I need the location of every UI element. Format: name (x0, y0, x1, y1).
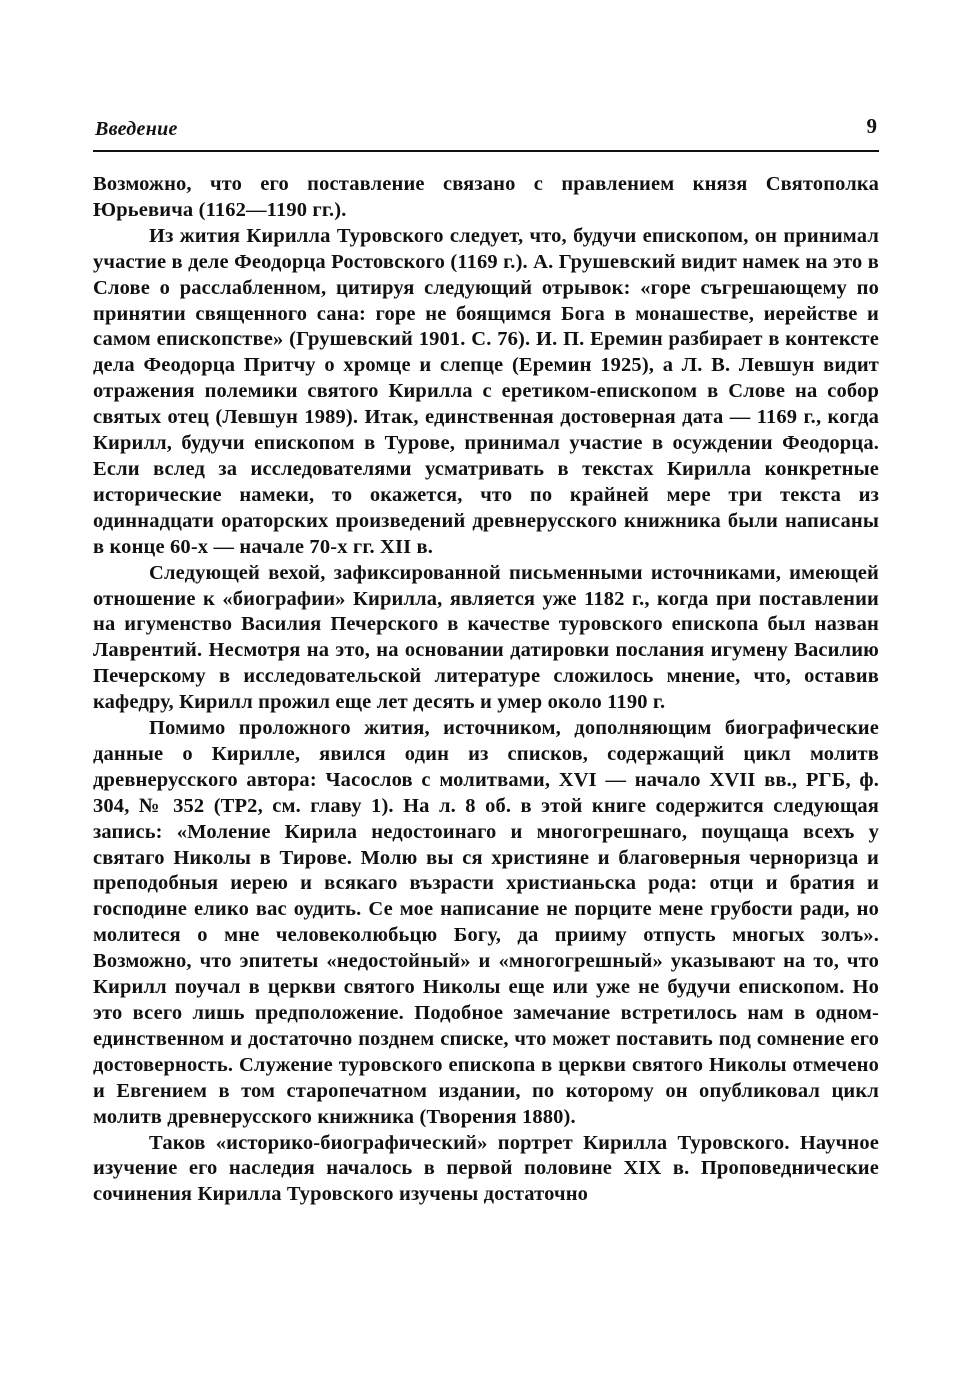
paragraph: Следующей вехой, зафиксированной письменными источниками, имеющей отношение к «биографии» Кирилла, является уже 1182 г., когда при поставлении на игуменство Василия Печерского в качестве туровского епископа был назван Лаврентий. Несмотря на это, на основании датировки послания игумену Василию Печерскому в исследовательской литературе сложилось мнение, что, оставив кафедру, Кирилл прожил еще лет десять и умер около 1190 г. (93, 561, 879, 714)
running-title: Введение (95, 118, 178, 140)
page-header (93, 112, 879, 152)
paragraph-continuation: Возможно, что его поставление связано с правлением князя Святополка Юрьевича (1162—1190 гг.). (93, 173, 879, 221)
book-page (93, 112, 879, 1208)
paragraph: Таков «историко-биографический» портрет Кирилла Туровского. Научное изучение его наследия началось в первой половине XIX в. Проповеднические сочинения Кирилла Туровского изучены достаточно (93, 1131, 879, 1206)
page-number: 9 (866, 114, 877, 138)
paragraph: Из жития Кирилла Туровского следует, что, будучи епископом, он принимал участие в деле Феодорца Ростовского (1169 г.). А. Грушевский видит намек на это в Слове о расслабленном, цитируя следующий отрывок: «горе съгрешающему по принятии священного сана: горе не боящимся Бога в монашестве, иерействе и самом епископстве» (Грушевский 1901. С. 76). И. П. Еремин разбирает в контексте дела Феодорца Притчу о хромце и слепце (Еремин 1925), а Л. В. Левшун видит отражения полемики святого Кирилла с еретиком-епископом в Слове на собор святых отец (Левшун 1989). Итак, единственная достоверная дата — 1169 г., когда Кирилл, будучи епископом в Турове, принимал участие в осуждении Феодорца. Если вслед за исследователями усматривать в текстах Кирилла конкретные исторические намеки, то окажется, что по крайней мере три текста из одиннадцати ораторских произведений древнерусского книжника были написаны в конце 60-х — начале 70-х гг. XII в. (93, 224, 879, 558)
body-text (93, 172, 879, 1208)
paragraph: Помимо проложного жития, источником, дополняющим биографические данные о Кирилле, явился один из списков, содержащий цикл молитв древнерусского автора: Часослов с молитвами, XVI — начало XVII вв., РГБ, ф. 304, № 352 (ТР2, см. главу 1). На л. 8 об. в этой книге содержится следующая запись: «Моление Кирила недостоинаго и многогрешнаго, поущаща всехъ у святаго Николы в Тирове. Молю вы ся християне и благоверныя черноризца и преподобныя иерею и всякаго възрасти христианьска рода: отци и братия и господине елико вас оудить. Се мое написание не порците мене грубости ради, но молитеся о мне человеколюбьцю Богу, да прииму отпусть многых золъ». Возможно, что эпитеты «недостойный» и «многогрешный» указывают на то, что Кирилл поучал в церкви святого Николы еще или уже не будучи епископом. Но это всего лишь предположение. Подобное замечание встретилось нам в одном-единственном и достаточно позднем списке, что может поставить под сомнение его достоверность. Служение туровского епископа в церкви святого Николы отмечено и Евгением в том старопечатном издании, по которому он опубликовал цикл молитв древнерусского книжника (Творения 1880). (93, 717, 879, 1128)
